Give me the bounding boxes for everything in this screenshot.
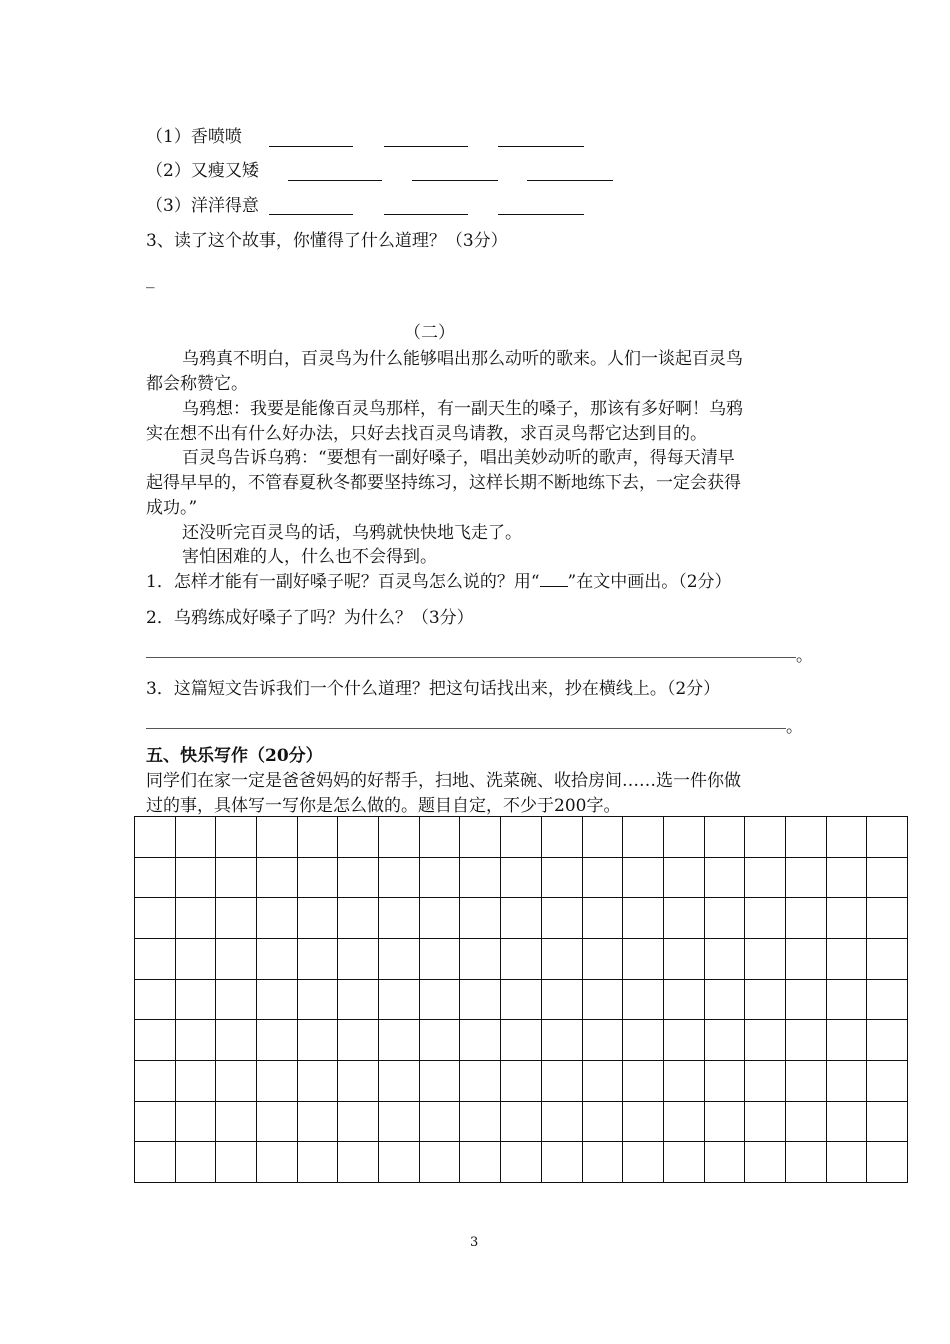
grid-cell[interactable] <box>501 858 542 899</box>
grid-cell[interactable] <box>705 939 746 980</box>
grid-cell[interactable] <box>135 939 176 980</box>
grid-cell[interactable] <box>827 858 868 899</box>
grid-cell[interactable] <box>257 817 298 858</box>
grid-cell[interactable] <box>542 1102 583 1143</box>
grid-cell[interactable] <box>786 1102 827 1143</box>
grid-cell[interactable] <box>583 1102 624 1143</box>
grid-cell[interactable] <box>542 1142 583 1183</box>
grid-cell[interactable] <box>176 898 217 939</box>
grid-cell[interactable] <box>705 1142 746 1183</box>
answer-blank[interactable] <box>269 146 353 147</box>
grid-cell[interactable] <box>298 858 339 899</box>
grid-cell[interactable] <box>298 1061 339 1102</box>
grid-cell[interactable] <box>338 980 379 1021</box>
grid-cell[interactable] <box>501 1102 542 1143</box>
grid-cell[interactable] <box>216 898 257 939</box>
grid-cell[interactable] <box>420 1142 461 1183</box>
grid-cell[interactable] <box>745 1142 786 1183</box>
grid-cell[interactable] <box>664 898 705 939</box>
grid-cell[interactable] <box>705 1102 746 1143</box>
grid-cell[interactable] <box>338 898 379 939</box>
grid-cell[interactable] <box>745 1020 786 1061</box>
answer-line[interactable] <box>146 728 786 729</box>
grid-cell[interactable] <box>827 1020 868 1061</box>
grid-cell[interactable] <box>501 1061 542 1102</box>
word-item-1-label: （1）香喷喷 <box>146 127 242 147</box>
grid-cell[interactable] <box>827 980 868 1021</box>
story-text: 百灵鸟告诉乌鸦：“要想有一副好嗓子，唱出美妙动听的歌声，得每天清早 <box>182 448 735 468</box>
question-1-text-end: ”在文中画出。（2分） <box>567 572 732 592</box>
grid-cell[interactable] <box>338 817 379 858</box>
grid-cell[interactable] <box>460 980 501 1021</box>
grid-cell[interactable] <box>501 817 542 858</box>
grid-cell[interactable] <box>583 939 624 980</box>
grid-cell[interactable] <box>745 1102 786 1143</box>
grid-cell[interactable] <box>664 1102 705 1143</box>
answer-blank[interactable] <box>288 180 382 181</box>
grid-cell[interactable] <box>705 1020 746 1061</box>
grid-cell[interactable] <box>501 939 542 980</box>
grid-cell[interactable] <box>216 1102 257 1143</box>
answer-blank[interactable] <box>412 180 498 181</box>
grid-cell[interactable] <box>501 1020 542 1061</box>
grid-cell[interactable] <box>257 858 298 899</box>
grid-cell[interactable] <box>379 1142 420 1183</box>
grid-cell[interactable] <box>867 939 908 980</box>
answer-line[interactable] <box>146 657 796 658</box>
grid-cell[interactable] <box>420 1061 461 1102</box>
grid-cell[interactable] <box>298 1102 339 1143</box>
answer-blank[interactable] <box>384 146 468 147</box>
section-heading: （二） <box>404 323 455 343</box>
grid-cell[interactable] <box>786 817 827 858</box>
grid-cell[interactable] <box>583 1020 624 1061</box>
question-2: 2．乌鸦练成好嗓子了吗？为什么？（3分） <box>146 608 474 628</box>
grid-cell[interactable] <box>420 858 461 899</box>
answer-blank[interactable] <box>498 146 584 147</box>
grid-cell[interactable] <box>257 1061 298 1102</box>
grid-cell[interactable] <box>135 980 176 1021</box>
grid-cell[interactable] <box>501 1142 542 1183</box>
grid-cell[interactable] <box>867 858 908 899</box>
question-3: 3、读了这个故事，你懂得了什么道理？（3分） <box>146 231 508 251</box>
grid-cell[interactable] <box>542 980 583 1021</box>
grid-cell[interactable] <box>664 1142 705 1183</box>
grid-cell[interactable] <box>338 939 379 980</box>
grid-cell[interactable] <box>786 898 827 939</box>
grid-cell[interactable] <box>664 980 705 1021</box>
grid-cell[interactable] <box>298 898 339 939</box>
grid-cell[interactable] <box>420 1102 461 1143</box>
story-text: 起得早早的，不管春夏秋冬都要坚持练习，这样长期不断地练下去，一定会获得 <box>146 473 741 493</box>
story-text: 成功。” <box>146 498 198 518</box>
grid-cell[interactable] <box>135 898 176 939</box>
grid-cell[interactable] <box>501 898 542 939</box>
grid-cell[interactable] <box>135 858 176 899</box>
story-text: 实在想不出有什么好办法，只好去找百灵鸟请教，求百灵鸟帮它达到目的。 <box>146 424 707 444</box>
grid-cell[interactable] <box>379 939 420 980</box>
story-text: 乌鸦真不明白，百灵鸟为什么能够唱出那么动听的歌来。人们一谈起百灵鸟 <box>182 349 743 369</box>
underline-sample <box>540 572 568 587</box>
grid-cell[interactable] <box>176 980 217 1021</box>
grid-cell[interactable] <box>176 1061 217 1102</box>
grid-cell[interactable] <box>583 858 624 899</box>
grid-cell[interactable] <box>827 1061 868 1102</box>
grid-cell[interactable] <box>216 858 257 899</box>
grid-cell[interactable] <box>420 1020 461 1061</box>
grid-cell[interactable] <box>705 980 746 1021</box>
grid-cell[interactable] <box>257 980 298 1021</box>
grid-cell[interactable] <box>827 898 868 939</box>
grid-cell[interactable] <box>176 1142 217 1183</box>
grid-cell[interactable] <box>460 1102 501 1143</box>
grid-cell[interactable] <box>379 1102 420 1143</box>
grid-cell[interactable] <box>705 858 746 899</box>
grid-cell[interactable] <box>623 980 664 1021</box>
grid-cell[interactable] <box>867 817 908 858</box>
grid-cell[interactable] <box>867 1061 908 1102</box>
grid-cell[interactable] <box>379 898 420 939</box>
grid-cell[interactable] <box>664 939 705 980</box>
question-1 <box>146 571 732 593</box>
story-text: 害怕困难的人，什么也不会得到。 <box>182 547 437 567</box>
story-text: 还没听完百灵鸟的话，乌鸦就快快地飞走了。 <box>182 523 522 543</box>
grid-cell[interactable] <box>216 980 257 1021</box>
story-text: 乌鸦想：我要是能像百灵鸟那样，有一副天生的嗓子，那该有多好啊！乌鸦 <box>182 399 743 419</box>
grid-cell[interactable] <box>867 980 908 1021</box>
grid-cell[interactable] <box>623 939 664 980</box>
grid-cell[interactable] <box>542 858 583 899</box>
grid-cell[interactable] <box>176 1102 217 1143</box>
grid-cell[interactable] <box>786 939 827 980</box>
grid-cell[interactable] <box>867 1102 908 1143</box>
grid-cell[interactable] <box>583 817 624 858</box>
grid-cell[interactable] <box>338 1102 379 1143</box>
story-text: 都会称赞它。 <box>146 374 248 394</box>
word-item-2-label: （2）又瘦又矮 <box>146 161 259 181</box>
grid-cell[interactable] <box>379 1061 420 1102</box>
grid-cell[interactable] <box>338 1142 379 1183</box>
grid-cell[interactable] <box>827 817 868 858</box>
answer-blank[interactable] <box>527 180 613 181</box>
grid-cell[interactable] <box>745 898 786 939</box>
grid-cell[interactable] <box>542 1061 583 1102</box>
grid-cell[interactable] <box>379 1020 420 1061</box>
grid-cell[interactable] <box>176 817 217 858</box>
grid-cell[interactable] <box>542 939 583 980</box>
word-item-3-label: （3）洋洋得意 <box>146 196 259 216</box>
writing-prompt: 过的事，具体写一写你是怎么做的。题目自定，不少于200字。 <box>146 796 621 816</box>
grid-cell[interactable] <box>583 1061 624 1102</box>
grid-cell[interactable] <box>705 817 746 858</box>
grid-cell[interactable] <box>786 1020 827 1061</box>
grid-cell[interactable] <box>216 1142 257 1183</box>
grid-cell[interactable] <box>135 1061 176 1102</box>
grid-cell[interactable] <box>827 939 868 980</box>
grid-cell[interactable] <box>786 980 827 1021</box>
grid-cell[interactable] <box>745 1061 786 1102</box>
grid-cell[interactable] <box>664 1061 705 1102</box>
answer-dash: _ <box>146 269 155 289</box>
grid-cell[interactable] <box>623 1061 664 1102</box>
grid-cell[interactable] <box>460 939 501 980</box>
grid-cell[interactable] <box>420 939 461 980</box>
grid-cell[interactable] <box>257 1020 298 1061</box>
grid-cell[interactable] <box>583 898 624 939</box>
grid-cell[interactable] <box>460 858 501 899</box>
grid-cell[interactable] <box>542 1020 583 1061</box>
grid-cell[interactable] <box>379 858 420 899</box>
grid-cell[interactable] <box>623 1142 664 1183</box>
grid-cell[interactable] <box>867 1020 908 1061</box>
grid-cell[interactable] <box>705 1061 746 1102</box>
grid-cell[interactable] <box>298 817 339 858</box>
grid-cell[interactable] <box>623 1102 664 1143</box>
writing-prompt: 同学们在家一定是爸爸妈妈的好帮手，扫地、洗菜碗、收拾房间……选一件你做 <box>146 771 741 791</box>
grid-cell[interactable] <box>379 980 420 1021</box>
grid-cell[interactable] <box>216 1020 257 1061</box>
grid-cell[interactable] <box>583 1142 624 1183</box>
grid-cell[interactable] <box>420 898 461 939</box>
grid-cell[interactable] <box>135 1020 176 1061</box>
grid-cell[interactable] <box>460 898 501 939</box>
grid-cell[interactable] <box>216 817 257 858</box>
grid-cell[interactable] <box>745 817 786 858</box>
question-3-story2: 3．这篇短文告诉我们一个什么道理？把这句话找出来，抄在横线上。（2分） <box>146 679 721 699</box>
grid-cell[interactable] <box>542 898 583 939</box>
grid-cell[interactable] <box>338 1020 379 1061</box>
grid-cell[interactable] <box>176 939 217 980</box>
writing-grid[interactable] <box>134 816 908 1183</box>
answer-blank[interactable] <box>269 214 353 215</box>
grid-cell[interactable] <box>583 980 624 1021</box>
grid-cell[interactable] <box>745 858 786 899</box>
answer-blank[interactable] <box>384 214 468 215</box>
grid-cell[interactable] <box>298 1142 339 1183</box>
grid-cell[interactable] <box>176 858 217 899</box>
grid-cell[interactable] <box>298 980 339 1021</box>
period-mark: 。 <box>796 646 813 666</box>
grid-cell[interactable] <box>176 1020 217 1061</box>
grid-cell[interactable] <box>827 1102 868 1143</box>
grid-cell[interactable] <box>867 898 908 939</box>
grid-cell[interactable] <box>664 817 705 858</box>
writing-title: 五、快乐写作（20分） <box>146 746 323 766</box>
grid-cell[interactable] <box>745 980 786 1021</box>
grid-cell[interactable] <box>786 1142 827 1183</box>
question-1-text: 1．怎样才能有一副好嗓子呢？百灵鸟怎么说的？用“ <box>146 572 540 592</box>
grid-cell[interactable] <box>745 939 786 980</box>
grid-cell[interactable] <box>460 1061 501 1102</box>
grid-cell[interactable] <box>379 817 420 858</box>
grid-cell[interactable] <box>420 817 461 858</box>
answer-blank[interactable] <box>498 214 584 215</box>
grid-cell[interactable] <box>257 898 298 939</box>
grid-cell[interactable] <box>460 817 501 858</box>
grid-cell[interactable] <box>338 858 379 899</box>
grid-cell[interactable] <box>786 858 827 899</box>
grid-cell[interactable] <box>135 817 176 858</box>
grid-cell[interactable] <box>705 898 746 939</box>
grid-cell[interactable] <box>420 980 461 1021</box>
grid-cell[interactable] <box>135 1142 176 1183</box>
grid-cell[interactable] <box>338 1061 379 1102</box>
grid-cell[interactable] <box>623 1020 664 1061</box>
grid-cell[interactable] <box>786 1061 827 1102</box>
grid-cell[interactable] <box>216 1061 257 1102</box>
grid-cell[interactable] <box>135 1102 176 1143</box>
grid-cell[interactable] <box>501 980 542 1021</box>
period-mark: 。 <box>786 717 803 737</box>
grid-cell[interactable] <box>298 1020 339 1061</box>
grid-cell[interactable] <box>257 1102 298 1143</box>
grid-cell[interactable] <box>623 817 664 858</box>
grid-cell[interactable] <box>298 939 339 980</box>
grid-cell[interactable] <box>623 898 664 939</box>
grid-cell[interactable] <box>216 939 257 980</box>
grid-cell[interactable] <box>664 1020 705 1061</box>
grid-cell[interactable] <box>460 1020 501 1061</box>
grid-cell[interactable] <box>623 858 664 899</box>
grid-cell[interactable] <box>257 1142 298 1183</box>
grid-cell[interactable] <box>257 939 298 980</box>
grid-cell[interactable] <box>827 1142 868 1183</box>
page-number: 3 <box>470 1235 479 1250</box>
grid-cell[interactable] <box>542 817 583 858</box>
grid-cell[interactable] <box>664 858 705 899</box>
grid-cell[interactable] <box>460 1142 501 1183</box>
grid-cell[interactable] <box>867 1142 908 1183</box>
